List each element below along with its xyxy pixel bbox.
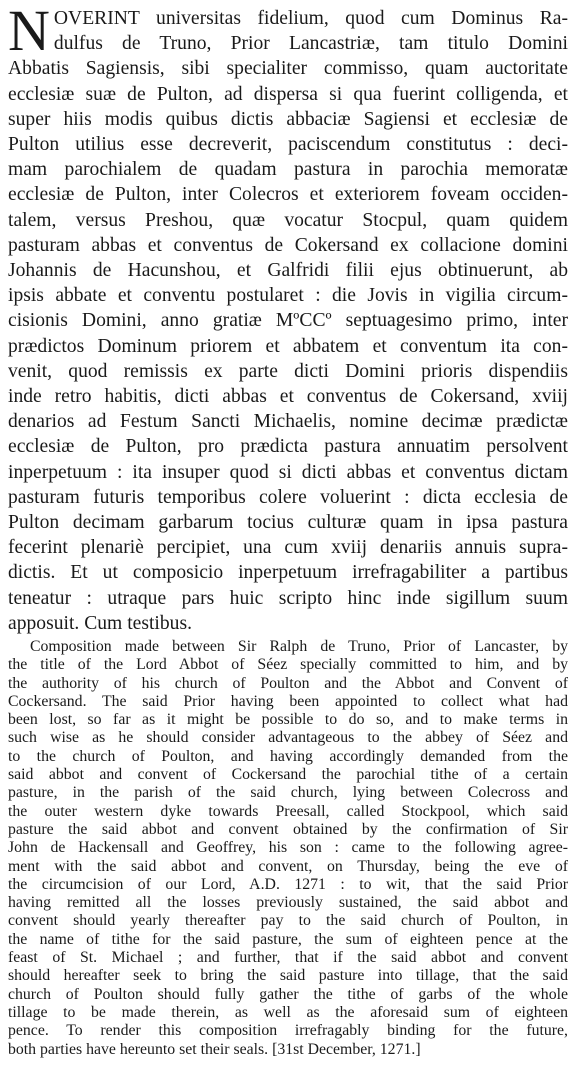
english-line: the title of the Lord Abbot of Séez specially committed to him, and by [8,656,568,674]
english-line: pasture, in the parish of the said church, lying between Colecross and [8,784,568,802]
english-line: should hereafter seek to bring the said pasture into tillage, that the said [8,967,568,985]
latin-line: ecclesiæ de Pulton, pro prædicta pastura annuatim persolvent [8,436,568,458]
latin-line: teneatur : utraque pars huic scripto hinc inde sigillum suum [8,587,568,609]
latin-line: super hiis modis quibus dictis abbaciæ Sagiensi et ecclesiæ de [8,108,568,130]
latin-line: venit, quod remissis ex parte dicti Domini prioris dispendiis [8,360,568,382]
english-line: the name of tithe for the said pasture, the sum of eighteen pence at the [8,930,568,948]
english-line: Cockersand. The said Prior having been appointed to collect what had [8,692,568,710]
latin-line: talem, versus Preshou, quæ vocatur Stocpul, quam quidem [8,209,568,231]
english-line: having remitted all the losses previously sustained, the said abbot and [8,894,568,912]
english-line: feast of St. Michael ; and further, that if the said abbot and convent [8,949,568,967]
latin-line: ecclesiæ de Pulton, inter Colecros et exteriorem foveam occiden- [8,184,568,206]
latin-line: mam parochialem de quadam pastura in parochia memoratæ [8,159,568,181]
english-line: said abbot and convent of Cockersand the parochial tithe of a certain [8,766,568,784]
english-line: the authority of his church of Poulton and the Abbot and Convent of [8,674,568,692]
english-line: pasture the said abbot and convent obtained by the confirmation of Sir [8,820,568,838]
latin-charter-text [8,0,568,636]
english-line: church of Poulton should fully gather the tithe of garbs of the whole [8,985,568,1003]
english-line: ment with the said abbot and convent, on Thursday, being the eve of [8,857,568,875]
latin-line: ecclesiæ suæ de Pulton, ad dispersa si qua fuerint colligenda, et [8,83,568,105]
english-line: such wise as he should consider advantageous to the abbey of Séez and [8,729,568,747]
latin-line: apposuit. Cum testibus. [8,612,192,634]
english-translation-text [8,638,568,1059]
latin-line: inde retro habitis, dicti abbas et conventus de Cokersand, xviij [8,386,568,408]
english-line: John de Hackensall and Geoffrey, his son : came to the following agree- [8,839,568,857]
latin-line: OVERINT universitas fidelium, quod cum Dominus Ra- [53,8,568,29]
latin-line: dulfus de Truno, Prior Lancastriæ, tam titulo Domini [53,33,568,55]
english-line: to the church of Poulton, and having accordingly demanded from the [8,747,568,765]
latin-line: inperpetuum : ita insuper quod si dicti abbas et conventus dictam [8,461,568,483]
latin-line: Pulton utilius esse decreverit, paciscendum constitutus : deci- [8,134,568,156]
latin-line: pasturam abbas et conventus de Cokersand ex collacione domini [8,234,568,256]
english-line: both parties have hereunto set their seals. [31st December, 1271.] [8,1040,421,1058]
latin-line: prædictos Dominum priorem et abbatem et conventum ita con- [8,335,568,357]
latin-line: pasturam futuris temporibus colere voluerint : dicta ecclesia de [8,486,568,508]
latin-line: Abbatis Sagiensis, sibi specialiter commisso, quam auctoritate [8,58,568,80]
drop-cap-initial: N [8,0,50,63]
latin-line: fecerint plenariè percipiet, una cum xviij denariis annuis supra- [8,537,568,559]
latin-line: ipsis abbate et conventu postularet : die Jovis in vigilia circum- [8,285,568,307]
latin-line: Johannis de Hacunshou, et Galfridi filii ejus obtinuerunt, ab [8,260,568,282]
english-line: the outer western dyke towards Preesall, called Stockpool, which said [8,802,568,820]
english-line: Composition made between Sir Ralph de Truno, Prior of Lancaster, by [30,638,568,655]
latin-line: denarios ad Festum Sancti Michaelis, nomine decimæ prædictæ [8,411,568,433]
latin-line: Pulton decimam garbarum tocius culturæ quam in ipsa pastura [8,512,568,534]
latin-line: dictis. Et ut composicio inperpetuum irrefragabiliter a partibus [8,562,568,584]
english-line: pence. To render this composition irrefragably binding for the future, [8,1022,568,1040]
english-line: been lost, so far as it might be possible to do so, and to make terms in [8,711,568,729]
english-line: the circumcision of our Lord, A.D. 1271 : to wit, that the said Prior [8,875,568,893]
english-line: convent should yearly thereafter pay to the said church of Poulton, in [8,912,568,930]
english-line: tillage to be made therein, as well as the aforesaid sum of eighteen [8,1003,568,1021]
latin-line: cisionis Domini, anno gratiæ MºCCº septuagesimo primo, inter [8,310,568,332]
